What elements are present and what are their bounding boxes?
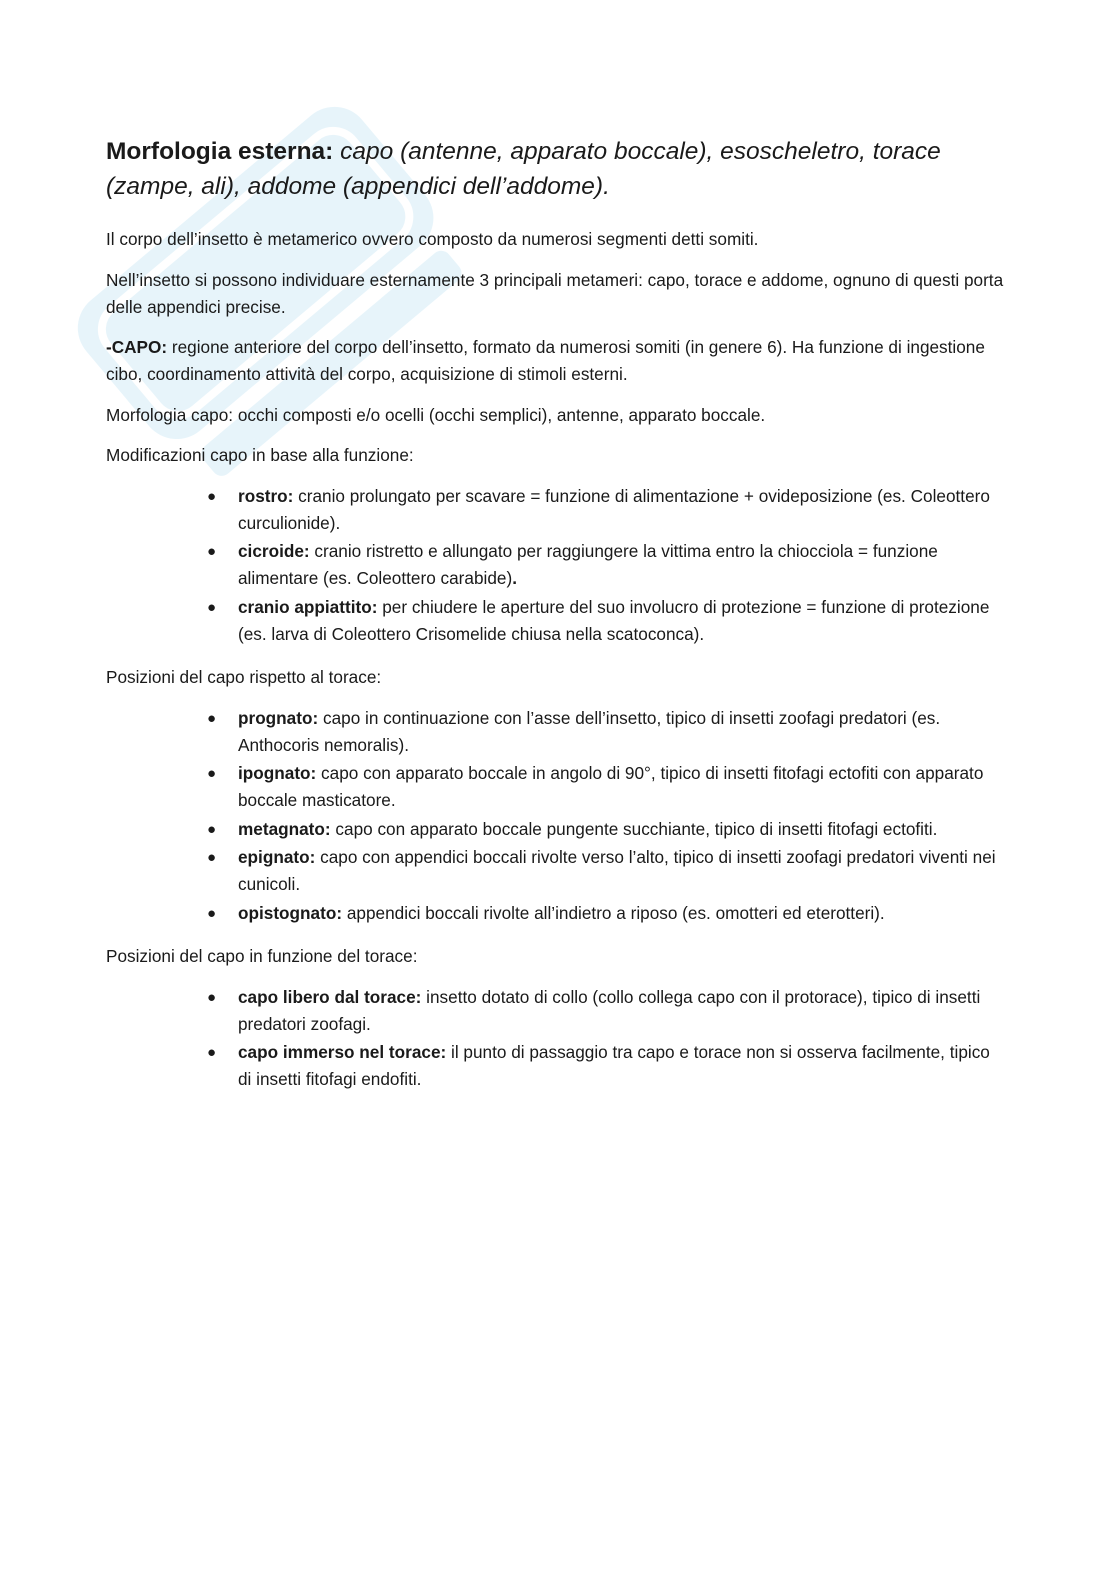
list-item xyxy=(207,844,1006,898)
list-item-text: capo in continuazione con l’asse dell’insetto, tipico di insetti zoofagi predatori (es. Anthocoris nemoralis). xyxy=(238,707,941,755)
list-item-text: insetto dotato di collo (collo collega capo con il protorace), tipico di insetti predatori zoofagi. xyxy=(238,986,981,1034)
paragraph-modificazioni-heading: Modificazioni capo in base alla funzione: xyxy=(106,445,414,465)
list-item-term: capo immerso nel torace: xyxy=(238,1042,447,1062)
list-item xyxy=(207,705,1006,759)
paragraph-posizioni-funzione-heading: Posizioni del capo in funzione del torace: xyxy=(106,945,418,966)
paragraph-capo xyxy=(106,334,1006,388)
document-page xyxy=(106,134,1006,1109)
bullet-icon: ● xyxy=(207,543,217,560)
list-item-term: opistognato: xyxy=(238,902,343,923)
list-item xyxy=(207,816,1006,843)
list-item-text: cranio prolungato per scavare = funzione di alimentazione + ovideposizione (es. Coleottero curculionide). xyxy=(238,485,990,533)
list-item-text: per chiudere le aperture del suo involucro di protezione = funzione di protezione (es. larva di Coleottero Crisomelide chiusa nella scatoconca). xyxy=(238,596,990,644)
list-item xyxy=(207,900,1006,927)
list-posizioni-rispetto xyxy=(106,705,1006,927)
list-item xyxy=(207,984,1006,1038)
list-item-text: cranio ristretto e allungato per raggiungere la vittima entro la chiocciola = funzione alimentare (es. Coleottero carabide) xyxy=(238,541,938,588)
list-item-term: prognato: xyxy=(238,707,319,728)
list-item xyxy=(207,760,1006,814)
bullet-icon: ● xyxy=(207,487,217,505)
list-item-text: il punto di passaggio tra capo e torace non si osserva facilmente, tipico di insetti fitofagi endofiti. xyxy=(238,1042,990,1089)
bullet-icon: ● xyxy=(207,849,217,866)
capo-text: regione anteriore del corpo dell’insetto, formato da numerosi somiti (in genere 6). Ha funzione di ingestione cibo, coordinamento attività del corpo, acquisizione di stimoli esterni. xyxy=(106,337,985,384)
list-item xyxy=(207,594,1006,648)
list-item-text: capo con appendici boccali rivolte verso l’alto, tipico di insetti zoofagi predatori viventi nei cunicoli. xyxy=(238,847,996,894)
bullet-icon: ● xyxy=(207,820,217,838)
list-posizioni-funzione xyxy=(106,984,1006,1094)
list-item-term: capo libero dal torace: xyxy=(238,986,422,1007)
capo-label: -CAPO: xyxy=(106,337,168,357)
list-item xyxy=(207,538,1006,592)
paragraph-morfologia-capo: Morfologia capo: occhi composti e/o ocelli (occhi semplici), antenne, apparato boccale. xyxy=(106,404,766,425)
list-item-term: epignato: xyxy=(238,847,316,867)
list-item xyxy=(207,1039,1006,1093)
list-item-term: cicroide: xyxy=(238,541,310,561)
list-modificazioni xyxy=(106,483,1006,648)
title-italic: capo (antenne, apparato boccale), esoscheletro, torace (zampe, ali), addome (appendici dell’addome). xyxy=(106,138,941,200)
list-item-term: rostro: xyxy=(238,485,294,506)
list-item-term: cranio appiattito: xyxy=(238,596,378,617)
list-item-term: metagnato: xyxy=(238,818,331,839)
list-item-term: ipognato: xyxy=(238,763,317,783)
title-bold: Morfologia esterna: xyxy=(106,138,334,165)
list-item-tail: . xyxy=(512,568,517,588)
document-title xyxy=(106,134,1006,204)
list-item xyxy=(207,483,1006,537)
bullet-icon: ● xyxy=(207,1044,217,1061)
bullet-icon: ● xyxy=(207,988,217,1006)
bullet-icon: ● xyxy=(207,765,217,782)
list-item-text: capo con apparato boccale in angolo di 90°, tipico di insetti fitofagi ectofiti con apparato boccale masticatore. xyxy=(238,763,984,810)
list-item-text: capo con apparato boccale pungente succhiante, tipico di insetti fitofagi ectofiti. xyxy=(330,818,938,839)
bullet-icon: ● xyxy=(207,904,217,922)
list-item-text: appendici boccali rivolte all’indietro a riposo (es. omotteri ed eterotteri). xyxy=(342,902,885,923)
paragraph-metameri: Nell’insetto si possono individuare esternamente 3 principali metameri: capo, torace e addome, ognuno di questi porta delle appendici precise. xyxy=(106,269,1004,317)
bullet-icon: ● xyxy=(207,709,217,727)
paragraph-posizioni-rispetto-heading: Posizioni del capo rispetto al torace: xyxy=(106,666,382,687)
bullet-icon: ● xyxy=(207,598,217,616)
paragraph-intro: Il corpo dell’insetto è metamerico ovvero composto da numerosi segmenti detti somiti. xyxy=(106,229,759,249)
